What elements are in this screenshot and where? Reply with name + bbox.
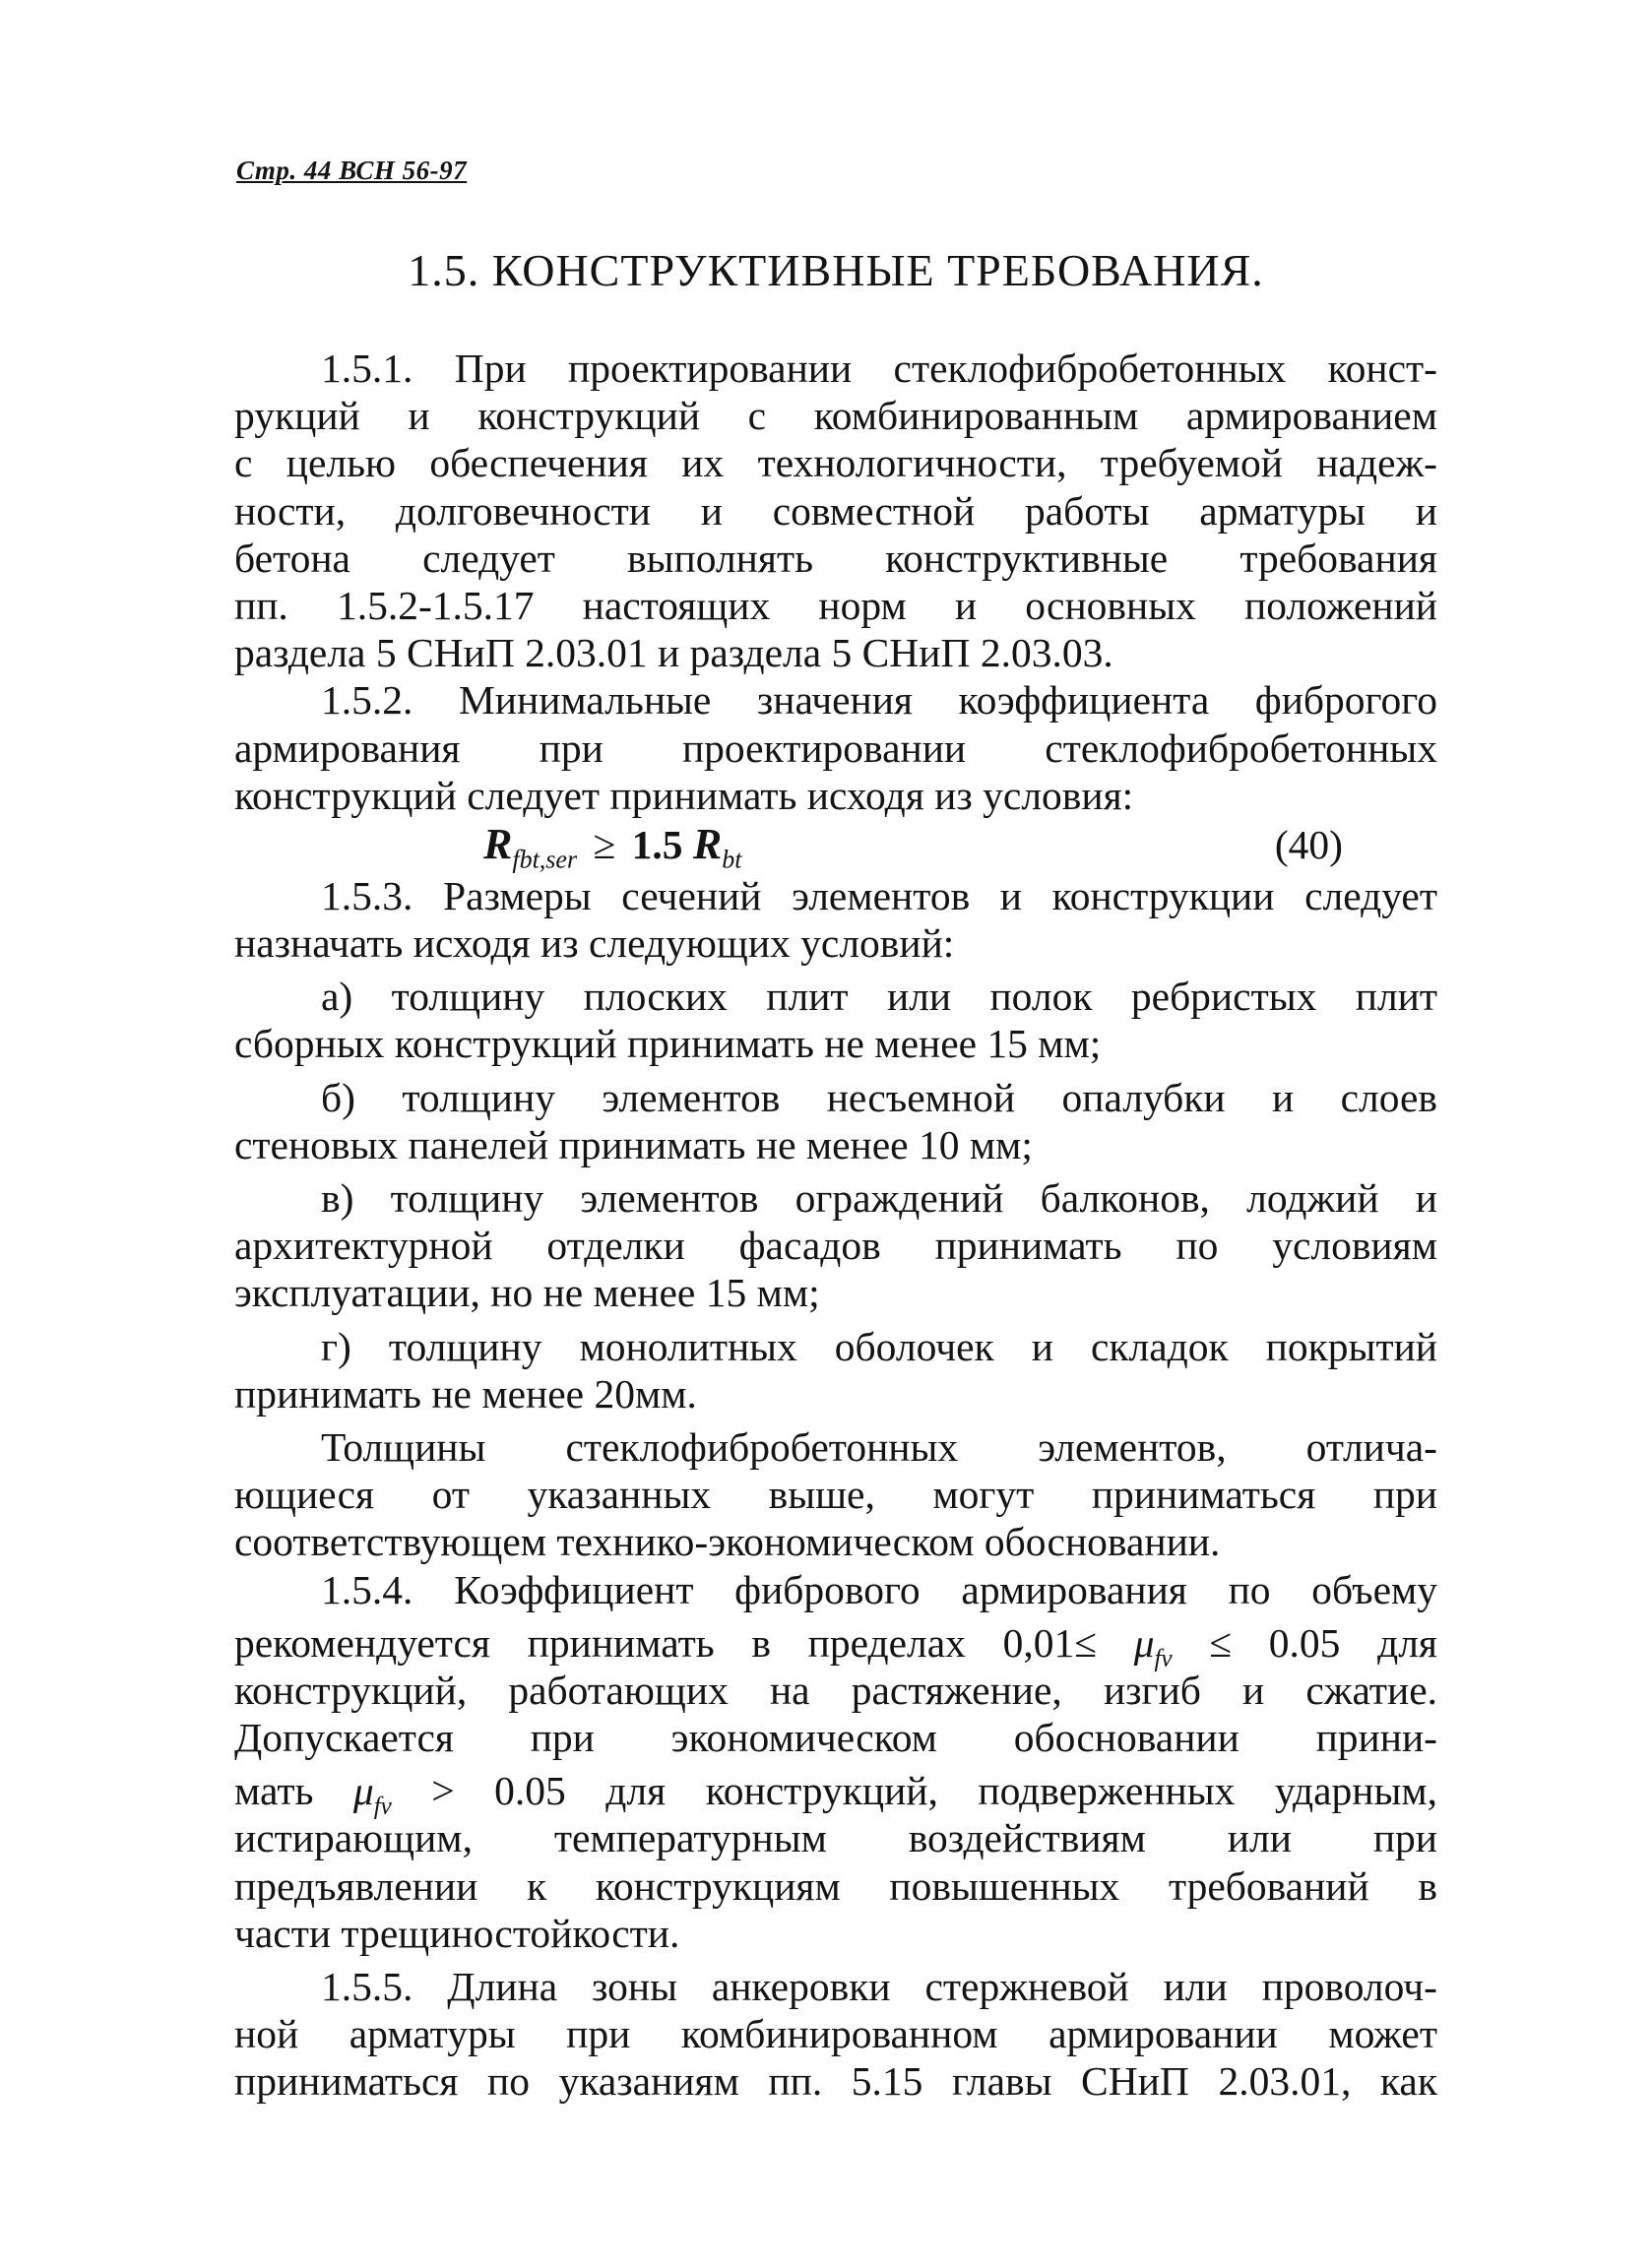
text-line: г) толщину монолитных оболочек и складок покрытий bbox=[321, 1323, 1437, 1369]
text-line: рукций и конструкций с комбинированным армированием bbox=[234, 393, 1437, 439]
text-line: соответствующем технико-экономическом обосновании. bbox=[234, 1519, 1221, 1565]
text-line bbox=[234, 1767, 1438, 1820]
text-fragment: рекомендуется принимать в пределах 0,01≤ bbox=[234, 1619, 1097, 1666]
text-line: раздела 5 СНиП 2.03.01 и раздела 5 СНиП 2.03.03. bbox=[234, 630, 1113, 676]
text-line: 1.5.5. Длина зоны анкеровки стержневой или проволоч- bbox=[321, 1964, 1437, 2009]
text-line: б) толщину элементов несъемной опалубки и слоев bbox=[321, 1074, 1437, 1120]
paragraph-1-5-4 bbox=[234, 1566, 1437, 1958]
text-line: истирающим, температурным воздействиям или при bbox=[234, 1815, 1437, 1861]
text-line: Толщины стеклофибробетонных элементов, отлича- bbox=[321, 1423, 1437, 1470]
text-line bbox=[234, 1619, 1437, 1671]
text-line: ющиеся от указанных выше, могут приниматься при bbox=[234, 1472, 1437, 1518]
text-fragment: мать bbox=[234, 1768, 314, 1814]
mu-fv-symbol bbox=[352, 1768, 392, 1820]
paragraph-1-5-3 bbox=[234, 872, 1437, 967]
formula-lhs-subscript: fbt,ser bbox=[512, 845, 578, 874]
list-item-b bbox=[234, 1074, 1437, 1168]
text-line: эксплуатации, но не менее 15 мм; bbox=[234, 1270, 820, 1316]
text-line: в) толщину элементов ограждений балконов, лоджий и bbox=[321, 1175, 1437, 1221]
text-line: 1.5.3. Размеры сечений элементов и конструкции следует bbox=[321, 872, 1437, 918]
list-item-v bbox=[234, 1174, 1437, 1317]
text-line: 1.5.1. При проектировании стеклофибробетонных конст- bbox=[321, 346, 1437, 391]
text-line: принимать не менее 20мм. bbox=[234, 1370, 697, 1417]
section-title: 1.5. КОНСТРУКТИВНЫЕ ТРЕБОВАНИЯ. bbox=[408, 245, 1264, 295]
text-line: армирования при проектировании стеклофибробетонных bbox=[234, 724, 1437, 771]
text-line: архитектурной отделки фасадов принимать по условиям bbox=[234, 1223, 1437, 1269]
text-line: ной арматуры при комбинированном армировании может bbox=[234, 2011, 1437, 2057]
mu-fv-symbol bbox=[1133, 1619, 1173, 1671]
text-line: бетона следует выполнять конструктивные требования bbox=[234, 535, 1437, 581]
text-line: с целью обеспечения их технологичности, требуемой надеж- bbox=[234, 440, 1437, 486]
paragraph-thickness bbox=[234, 1423, 1437, 1566]
formula-relation: ≥ bbox=[593, 821, 616, 867]
text-line: 1.5.2. Минимальные значения коэффициента фиброгого bbox=[321, 677, 1437, 724]
text-fragment: > 0.05 для конструкций, подверженных ударным, bbox=[431, 1768, 1438, 1814]
text-line: предъявлении к конструкциям повышенных требований в bbox=[234, 1862, 1437, 1909]
text-line: стеновых панелей принимать не менее 10 мм; bbox=[234, 1121, 1033, 1167]
text-line: сборных конструкций принимать не менее 15 мм; bbox=[234, 1021, 1102, 1067]
formula-rhs-symbol: R bbox=[692, 819, 723, 868]
text-line: назначать исходя из следующих условий: bbox=[234, 920, 955, 967]
mu-letter: μ bbox=[1133, 1619, 1155, 1666]
page-header: Стр. 44 ВСН 56-97 bbox=[236, 156, 468, 185]
text-line: конструкций следует принимать исходя из условия: bbox=[234, 772, 1134, 818]
formula-lhs-symbol: R bbox=[483, 819, 513, 868]
text-line: 1.5.4. Коэффициент фибрового армирования по объему bbox=[321, 1566, 1437, 1612]
text-line: пп. 1.5.2-1.5.17 настоящих норм и основных положений bbox=[234, 582, 1437, 628]
mu-letter: μ bbox=[352, 1768, 374, 1814]
formula-rhs-subscript: bt bbox=[722, 845, 742, 874]
formula-40 bbox=[234, 819, 1437, 872]
text-line: приниматься по указаниям пп. 5.15 главы СНиП 2.03.01, как bbox=[234, 2058, 1437, 2105]
formula-coefficient: 1.5 bbox=[631, 821, 683, 867]
formula-expression bbox=[483, 821, 741, 884]
mu-subscript: fv bbox=[373, 1793, 392, 1820]
paragraph-1-5-2 bbox=[234, 676, 1437, 819]
paragraph-1-5-1 bbox=[234, 345, 1437, 676]
list-item-a bbox=[234, 973, 1437, 1067]
text-line: части трещиностойкости. bbox=[234, 1910, 680, 1956]
list-item-g bbox=[234, 1323, 1437, 1418]
mu-subscript: fv bbox=[1154, 1644, 1173, 1671]
paragraph-1-5-5 bbox=[234, 1963, 1437, 2106]
text-fragment: ≤ 0.05 для bbox=[1209, 1619, 1437, 1666]
text-line: конструкций, работающих на растяжение, изгиб и сжатие. bbox=[234, 1667, 1437, 1713]
text-line: ности, долговечности и совместной работы арматуры и bbox=[234, 487, 1437, 534]
text-line: а) толщину плоских плит или полок ребристых плит bbox=[321, 974, 1437, 1020]
body-text bbox=[234, 345, 1437, 2106]
text-line: Допускается при экономическом обосновании прини- bbox=[234, 1715, 1437, 1761]
formula-number: (40) bbox=[1274, 821, 1343, 867]
